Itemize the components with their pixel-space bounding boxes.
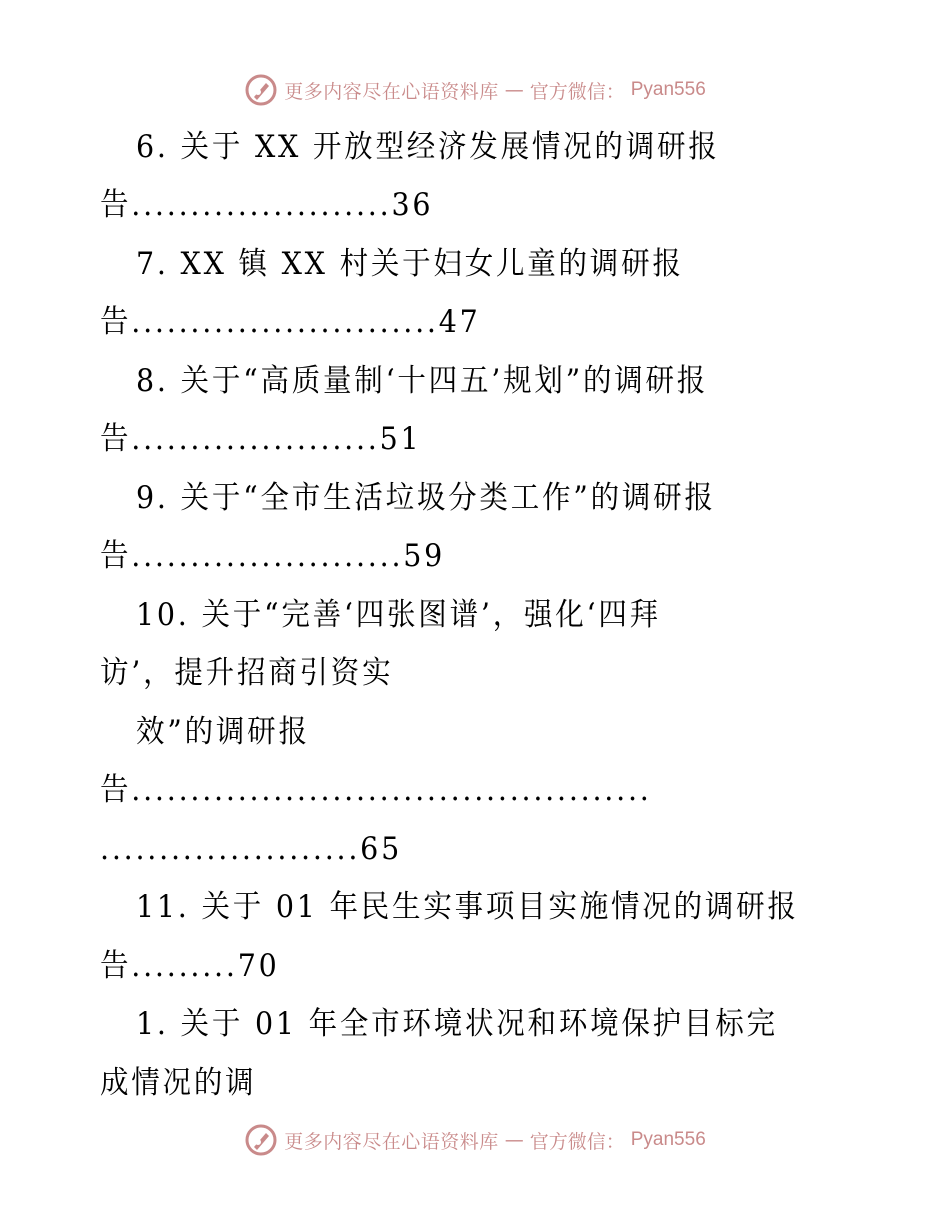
toc-line-8: 8. 关于“高质量制‘十四五’规划”的调研报	[136, 363, 709, 399]
toc-line-9-page: 告.......................59	[100, 538, 446, 574]
toc-line-6-page: 告......................36	[100, 187, 434, 223]
toc-line-1: 1. 关于 01 年全市环境状况和环境保护目标完	[136, 1006, 778, 1042]
toc-line-11: 11. 关于 01 年民生实事项目实施情况的调研报	[136, 889, 799, 925]
toc-line-6: 6. 关于 XX 开放型经济发展情况的调研报	[136, 129, 720, 165]
watermark-wechat-id: Pyan556	[630, 1129, 706, 1150]
toc-line-10-cont: 访’，提升招商引资实	[100, 655, 394, 691]
toc-line-10-page: ......................65	[100, 831, 402, 867]
toc-line-7: 7. XX 镇 XX 村关于妇女儿童的调研报	[136, 246, 684, 282]
watermark-header	[0, 70, 950, 110]
watermark-wechat-id: Pyan556	[630, 79, 706, 100]
watermark-label: 官方微信：	[529, 1130, 625, 1153]
toc-line-10-dots: 告............................................	[100, 772, 652, 808]
toc-line-10: 10. 关于“完善‘四张图谱’，强化‘四拜	[136, 597, 661, 633]
toc-line-7-page: 告..........................47	[100, 304, 481, 340]
pen-logo-icon	[244, 1123, 278, 1157]
toc-line-9: 9. 关于“全市生活垃圾分类工作”的调研报	[136, 480, 716, 516]
watermark-dash: —	[504, 79, 524, 101]
pen-logo-icon	[244, 73, 278, 107]
watermark-dash: —	[504, 1129, 524, 1151]
toc-line-10-cont2: 效”的调研报	[136, 714, 310, 750]
toc-line-1-cont: 成情况的调	[100, 1065, 257, 1101]
watermark-text: 更多内容尽在心语资料库	[284, 1130, 499, 1153]
toc-line-11-page: 告.........70	[100, 948, 280, 984]
toc-line-8-page: 告.....................51	[100, 421, 422, 457]
watermark-footer	[0, 1120, 950, 1160]
watermark-label: 官方微信：	[529, 80, 625, 103]
watermark-text: 更多内容尽在心语资料库	[284, 80, 499, 103]
